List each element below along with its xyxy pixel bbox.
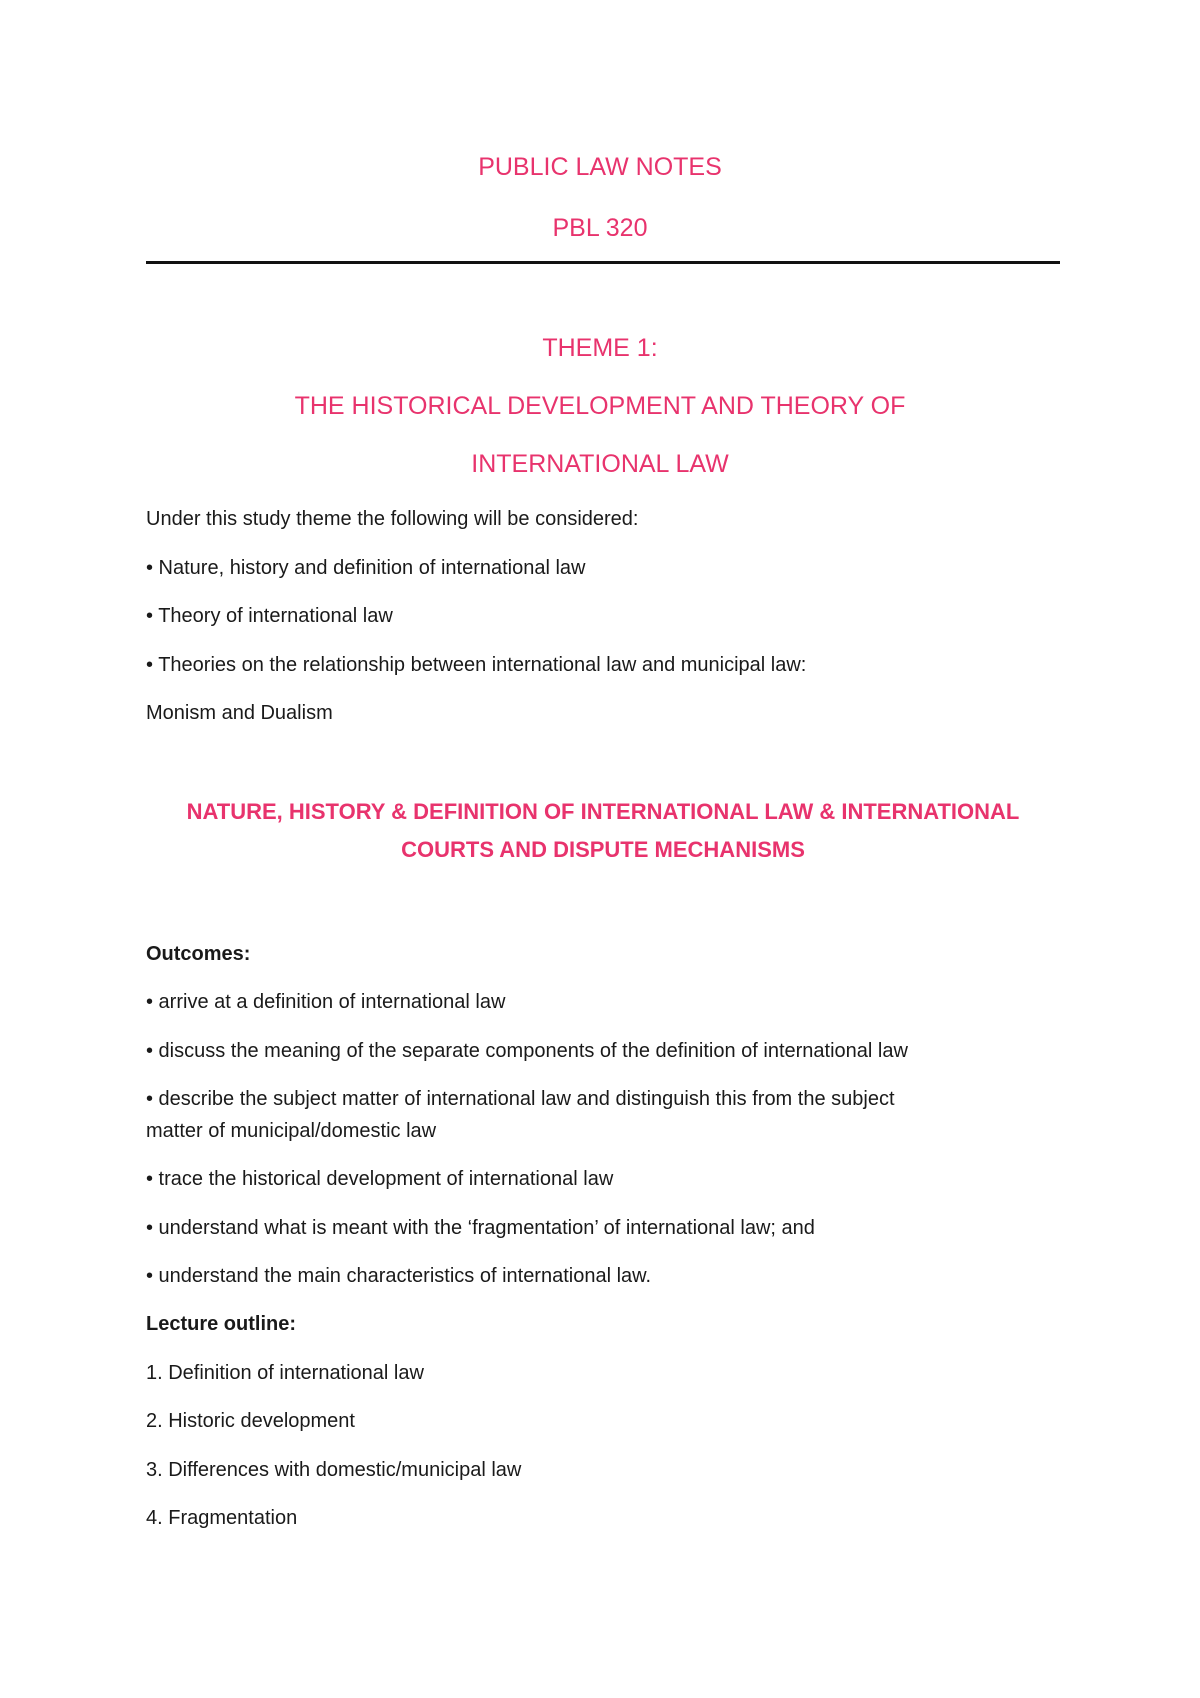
outcome-item: • discuss the meaning of the separate components of the definition of international law (146, 1040, 908, 1062)
course-code: PBL 320 (552, 214, 648, 242)
outline-item: 1. Definition of international law (146, 1362, 424, 1384)
outline-item: 4. Fragmentation (146, 1507, 298, 1529)
theme-label: THEME 1: (542, 334, 658, 362)
document-title: PUBLIC LAW NOTES (478, 153, 722, 181)
theme-title-line1: THE HISTORICAL DEVELOPMENT AND THEORY OF (294, 392, 906, 420)
outcome-item: • arrive at a definition of international law (146, 991, 506, 1013)
outcomes-label: Outcomes: (146, 943, 251, 965)
intro-continuation: Monism and Dualism (146, 702, 333, 724)
section-heading-line1: NATURE, HISTORY & DEFINITION OF INTERNATIONAL LAW & INTERNATIONAL (186, 799, 1020, 824)
outcome-item: • understand the main characteristics of international law. (146, 1265, 652, 1287)
theme-title-line2: INTERNATIONAL LAW (471, 450, 729, 478)
outline-label: Lecture outline: (146, 1313, 297, 1335)
intro-item: • Nature, history and definition of international law (146, 557, 586, 579)
intro-lead: Under this study theme the following will be considered: (146, 508, 639, 530)
outcome-item: • describe the subject matter of international law and distinguish this from the subject (146, 1088, 895, 1110)
outcome-item-continuation: matter of municipal/domestic law (146, 1120, 437, 1142)
outcome-item: • understand what is meant with the ‘fragmentation’ of international law; and (146, 1217, 815, 1239)
intro-item: • Theory of international law (146, 605, 393, 627)
horizontal-rule (146, 261, 1060, 264)
outline-item: 3. Differences with domestic/municipal law (146, 1459, 522, 1481)
intro-item: • Theories on the relationship between international law and municipal law: (146, 654, 807, 676)
outline-item: 2. Historic development (146, 1410, 355, 1432)
section-heading-line2: COURTS AND DISPUTE MECHANISMS (401, 837, 805, 862)
outcome-item: • trace the historical development of international law (146, 1168, 614, 1190)
